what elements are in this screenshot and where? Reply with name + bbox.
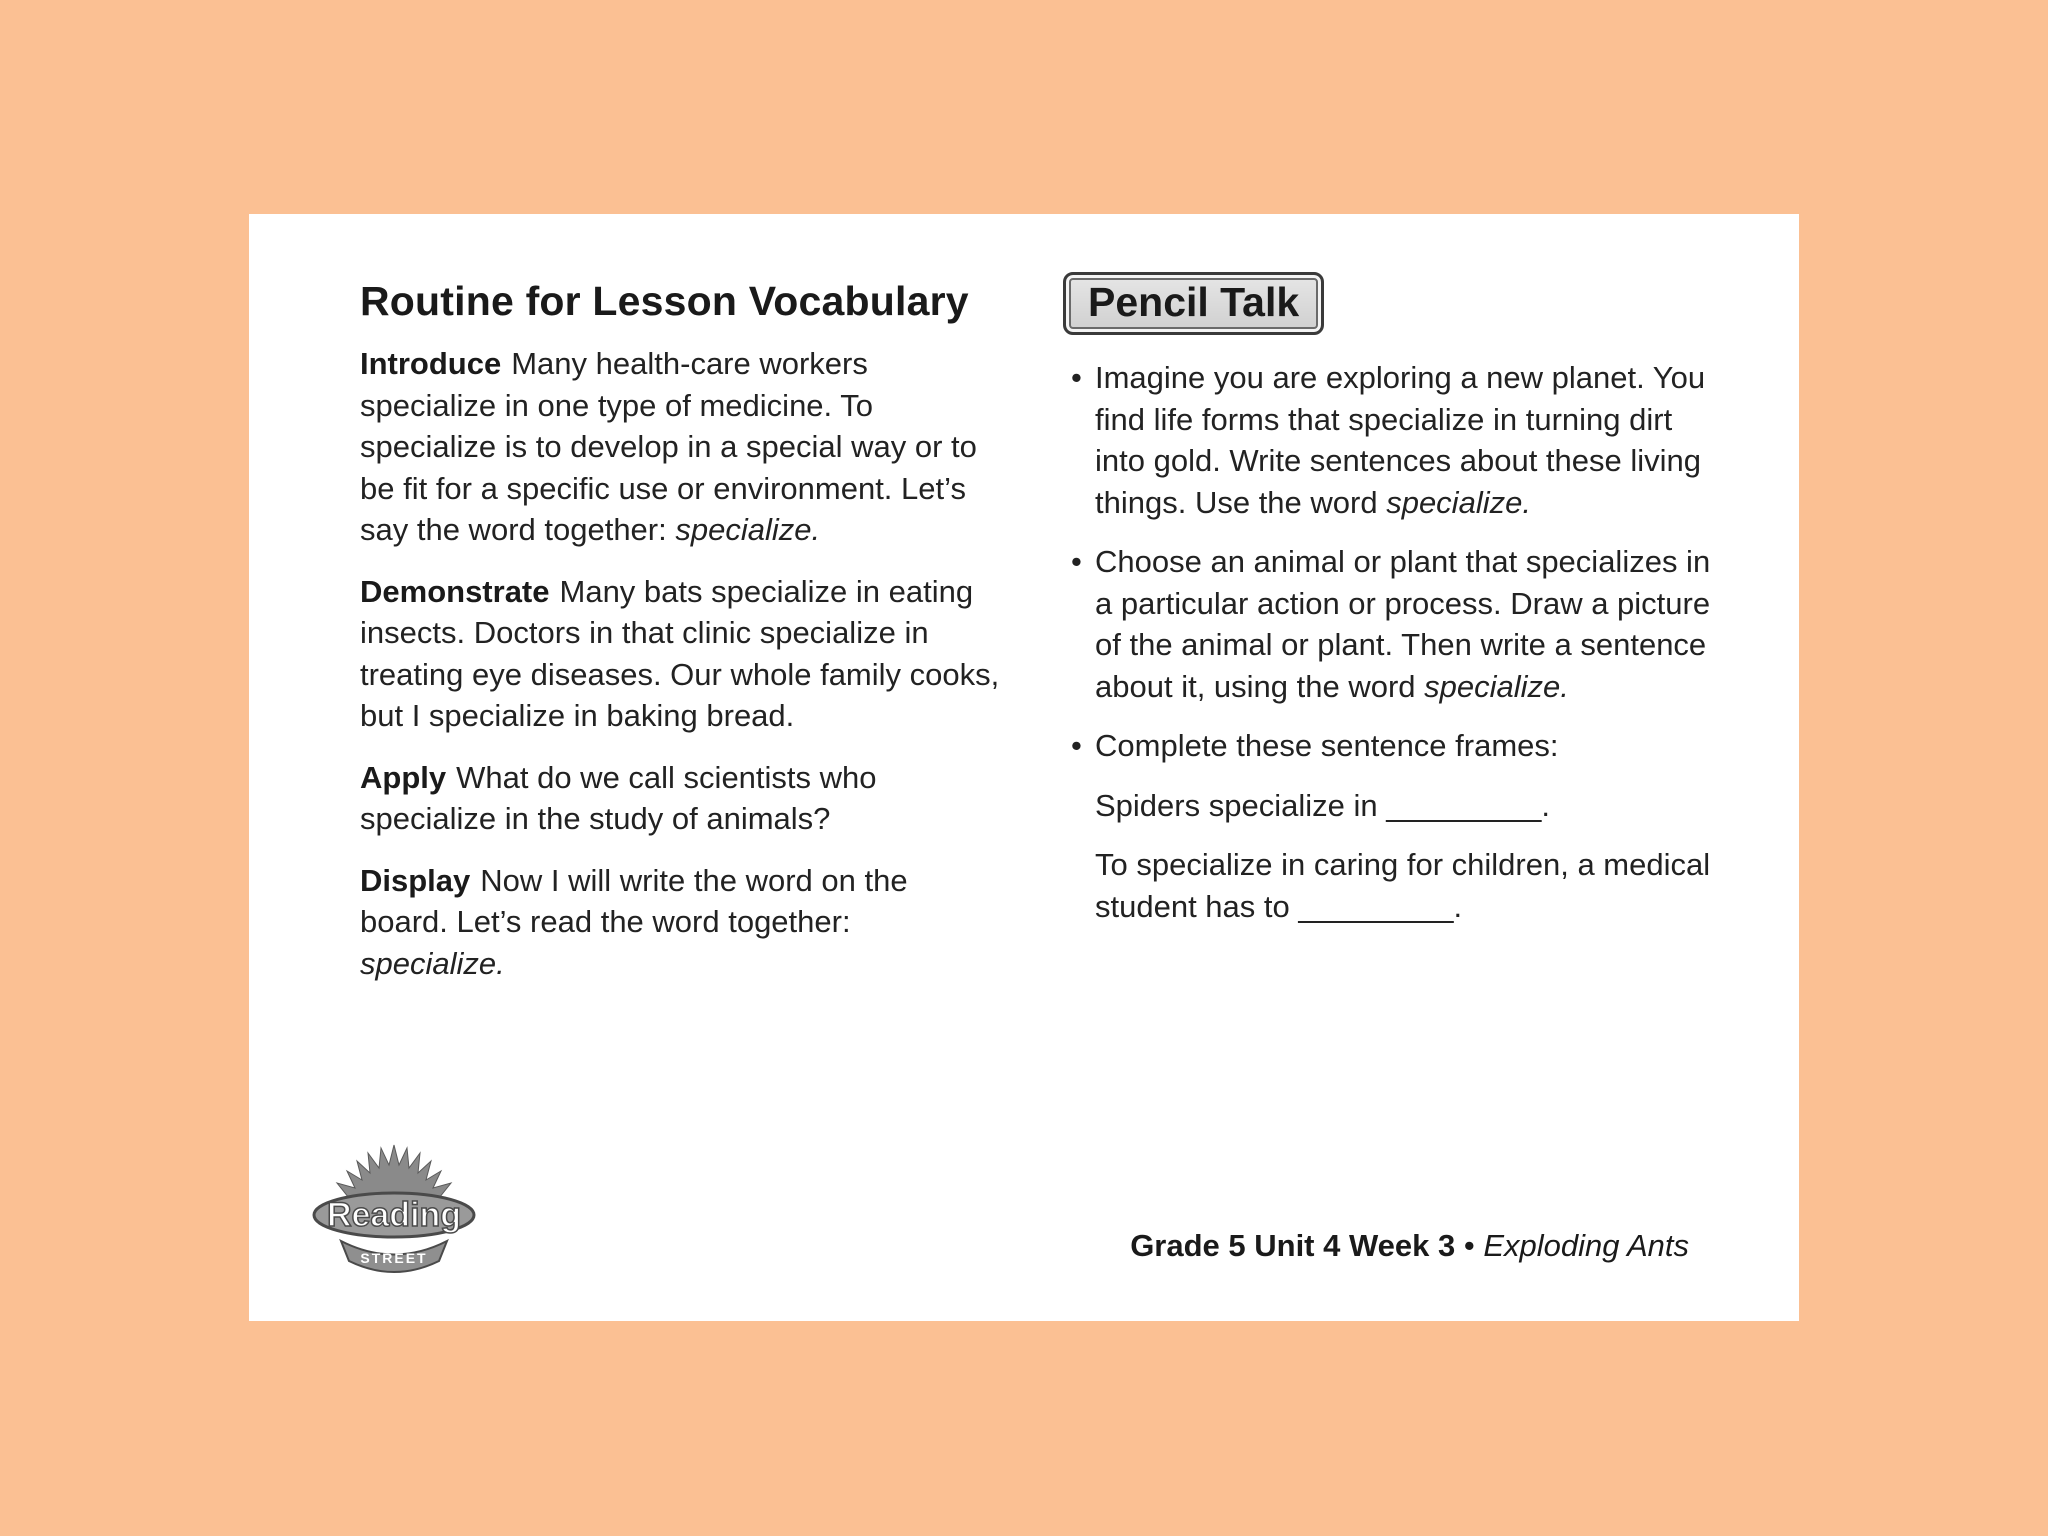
logo-word: Reading xyxy=(326,1196,462,1234)
list-item xyxy=(1069,725,1729,767)
bullet-icon: • xyxy=(1071,728,1082,763)
bullet-icon: • xyxy=(1071,360,1082,395)
grade-label: Grade 5 Unit 4 Week 3 xyxy=(1130,1228,1456,1263)
bullet-text: Imagine you are exploring a new planet. You find life forms that specialize in turning dirt into gold. Write sentences about these living things. Use the word xyxy=(1095,360,1706,520)
display-italic: specialize. xyxy=(360,945,505,981)
display-section xyxy=(360,860,1000,985)
routine-title: Routine for Lesson Vocabulary xyxy=(360,278,969,324)
introduce-label: Introduce xyxy=(360,346,502,381)
sentence-frame-spiders: Spiders specialize in _________. xyxy=(1095,787,1550,823)
reading-street-logo-icon xyxy=(311,1143,477,1283)
introduce-section xyxy=(360,343,1000,551)
pencil-talk-list xyxy=(1069,357,1729,767)
lesson-vocabulary-column xyxy=(360,278,1000,1004)
apply-section xyxy=(360,757,1000,840)
footer-citation xyxy=(1130,1228,1689,1264)
sentence-frame-caring: To specialize in caring for children, a medical student has to _________. xyxy=(1095,847,1711,924)
list-item xyxy=(1069,541,1729,707)
display-text: Now I will write the word on the board. Let’s read the word together: xyxy=(360,862,908,939)
introduce-text: Many health-care workers specialize in one type of medicine. To specialize is to develop in a special way or to be fit for a specific use or environment. Let’s say the word together: xyxy=(360,346,977,547)
introduce-italic: specialize. xyxy=(675,512,821,547)
pencil-talk-column xyxy=(1069,272,1729,945)
story-title: Exploding Ants xyxy=(1483,1228,1689,1263)
bullet-italic: specialize. xyxy=(1386,484,1531,520)
bullet-italic: specialize. xyxy=(1424,668,1569,704)
apply-text: What do we call scientists who specialize in the study of animals? xyxy=(360,759,877,836)
bullet-text: Complete these sentence frames: xyxy=(1095,728,1559,763)
list-item xyxy=(1069,357,1729,523)
footer-separator: • xyxy=(1455,1228,1484,1263)
bullet-text: Choose an animal or plant that specializes in a particular action or process. Draw a picture of the animal or plant. Then write a sentence about it, using the word xyxy=(1095,544,1711,704)
demonstrate-label: Demonstrate xyxy=(360,573,550,609)
pencil-talk-badge: Pencil Talk xyxy=(1063,272,1324,335)
logo-sub: STREET xyxy=(360,1250,428,1266)
apply-label: Apply xyxy=(360,759,447,795)
vocabulary-card xyxy=(249,214,1799,1321)
demonstrate-text: Many bats specialize in eating insects. Doctors in that clinic specialize in treating eye diseases. Our whole family cooks, but I specialize in baking bread. xyxy=(360,573,1000,733)
bullet-icon: • xyxy=(1071,544,1082,579)
demonstrate-section xyxy=(360,571,1000,737)
display-label: Display xyxy=(360,862,471,898)
